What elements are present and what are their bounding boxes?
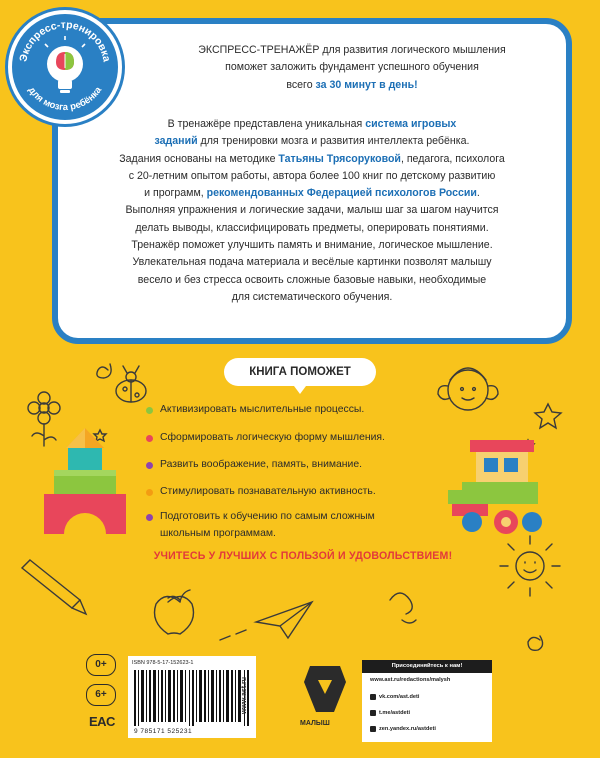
body-p2-line-3: и программ, bbox=[144, 187, 207, 200]
body-p1-highlight-1: система игровых bbox=[365, 118, 457, 130]
body-p5-line-2: весело и без стресса освоить сложные базовые навыки, необходимые bbox=[137, 273, 487, 286]
intro-line-3: всего bbox=[286, 78, 316, 91]
social-header: Присоединяйтесь к нам! bbox=[362, 660, 492, 673]
ast-url-text: www.ast.ru bbox=[241, 676, 249, 715]
body-p4: Тренажёр поможет улучшить память и внимание, логическое мышление. bbox=[131, 239, 493, 252]
body-p3-line-2: делать выводы, классифицировать предметы, оперировать понятиями. bbox=[135, 221, 489, 234]
bullet-dot bbox=[146, 462, 153, 469]
body-p2-highlight: рекомендованных Федерацией психологов России bbox=[206, 187, 477, 200]
bullet-dot bbox=[146, 489, 153, 496]
barcode-number: 9 785171 525231 bbox=[134, 728, 193, 735]
body-p5-line-1: Увлекательная подача материала и весёлые картинки позволят малышу bbox=[132, 256, 492, 269]
barcode-box bbox=[128, 656, 256, 738]
list-item bbox=[160, 526, 276, 546]
age-rating-0: 0+ bbox=[86, 654, 116, 676]
social-link[interactable] bbox=[370, 677, 450, 683]
zen-icon bbox=[370, 726, 376, 732]
list-item bbox=[146, 457, 362, 477]
star-doodle-1 bbox=[535, 404, 561, 428]
intro-highlight: за 30 минут в день! bbox=[315, 78, 418, 91]
social-link-text: zen.yandex.ru/astdeti bbox=[379, 726, 436, 732]
publisher-name: МАЛЫШ bbox=[300, 720, 330, 727]
pencil-doodle bbox=[22, 560, 86, 614]
apple-doodle bbox=[155, 590, 194, 634]
social-link[interactable] bbox=[370, 726, 436, 732]
lightbulb-brain-icon bbox=[45, 36, 85, 93]
bullet-dot bbox=[146, 435, 153, 442]
intro-text bbox=[150, 42, 554, 94]
list-item-text: Активизировать мыслительные процессы. bbox=[160, 404, 365, 415]
girl-face-doodle bbox=[438, 368, 498, 410]
ladybug-doodle bbox=[116, 366, 146, 402]
slogan: УЧИТЕСЬ У ЛУЧШИХ С ПОЛЬЗОЙ И УДОВОЛЬСТВИЕМ! bbox=[153, 550, 453, 562]
social-link-text: www.ast.ru/redactions/malysh bbox=[370, 677, 451, 683]
arrow-down-icon bbox=[294, 386, 306, 396]
list-item-text: школьным программам. bbox=[160, 528, 276, 539]
body-text bbox=[70, 116, 554, 306]
list-item bbox=[146, 430, 385, 450]
social-link-text: vk.com/ast.deti bbox=[379, 694, 420, 700]
body-p1-text: В тренажёре представлена уникальная bbox=[167, 118, 366, 130]
badge-top-text: Экспресс-тренировка bbox=[17, 18, 113, 63]
description-card bbox=[52, 18, 572, 344]
intro-line-2: поможет заложить фундамент успешного обучения bbox=[225, 61, 479, 74]
badge-bottom-text: для мозга ребёнка bbox=[25, 84, 105, 114]
body-p5-line-3: для систематического обучения. bbox=[231, 290, 393, 303]
social-link[interactable] bbox=[370, 710, 410, 716]
book-helps-title: КНИГА ПОМОЖЕТ bbox=[224, 358, 376, 386]
list-item-text: Подготовить к обучению по самым сложным bbox=[160, 511, 375, 522]
list-item bbox=[146, 402, 364, 422]
body-p2-text: Задания основаны на методике bbox=[119, 152, 279, 165]
toy-train-illustration bbox=[448, 436, 548, 546]
list-item-text: Стимулировать познавательную активность. bbox=[160, 486, 376, 497]
body-p2-line-2: с 20-летним опытом работы, автора более 100 книг по детскому развитию bbox=[128, 169, 496, 182]
social-links-box bbox=[362, 660, 492, 742]
body-p1-end: для тренировки мозга и развития интеллекта ребёнка. bbox=[197, 135, 470, 148]
dashes-doodle bbox=[220, 630, 246, 640]
body-p3-line-1: Выполняя упражнения и логические задачи, малыш шаг за шагом научится bbox=[125, 204, 499, 217]
curl-doodle bbox=[390, 593, 412, 614]
author-name: Татьяны Трясоруковой bbox=[278, 152, 401, 165]
isbn-text: ISBN 978-5-17-152623-1 bbox=[132, 660, 194, 666]
express-training-badge bbox=[8, 10, 122, 124]
list-item bbox=[146, 484, 376, 504]
paper-plane-doodle bbox=[256, 602, 312, 638]
swirl-doodle bbox=[97, 364, 111, 378]
social-link-text: t.me/astdeti bbox=[379, 710, 411, 716]
swirl-doodle-2 bbox=[528, 636, 543, 650]
publisher-logo-icon bbox=[300, 662, 350, 718]
bullet-dot bbox=[146, 514, 153, 521]
social-link[interactable] bbox=[370, 694, 419, 700]
list-item-text: Развить воображение, память, внимание. bbox=[160, 459, 363, 470]
eac-mark: EAC bbox=[89, 714, 115, 729]
toy-blocks-illustration bbox=[40, 428, 130, 538]
body-p2-mid: , педагога, психолога bbox=[400, 152, 505, 165]
intro-line-1: ЭКСПРЕСС-ТРЕНАЖЁР для развития логического мышления bbox=[198, 44, 506, 56]
vk-icon bbox=[370, 694, 376, 700]
barcode-icon bbox=[134, 670, 250, 726]
bullet-dot bbox=[146, 407, 153, 414]
body-p2-end: . bbox=[476, 187, 480, 200]
ast-url bbox=[241, 660, 272, 740]
age-rating-6: 6+ bbox=[86, 684, 116, 706]
list-item-text: Сформировать логическую форму мышления. bbox=[160, 432, 385, 443]
curl-doodle-2 bbox=[402, 620, 416, 623]
body-p1-highlight-2: заданий bbox=[154, 135, 198, 148]
telegram-icon bbox=[370, 710, 376, 716]
